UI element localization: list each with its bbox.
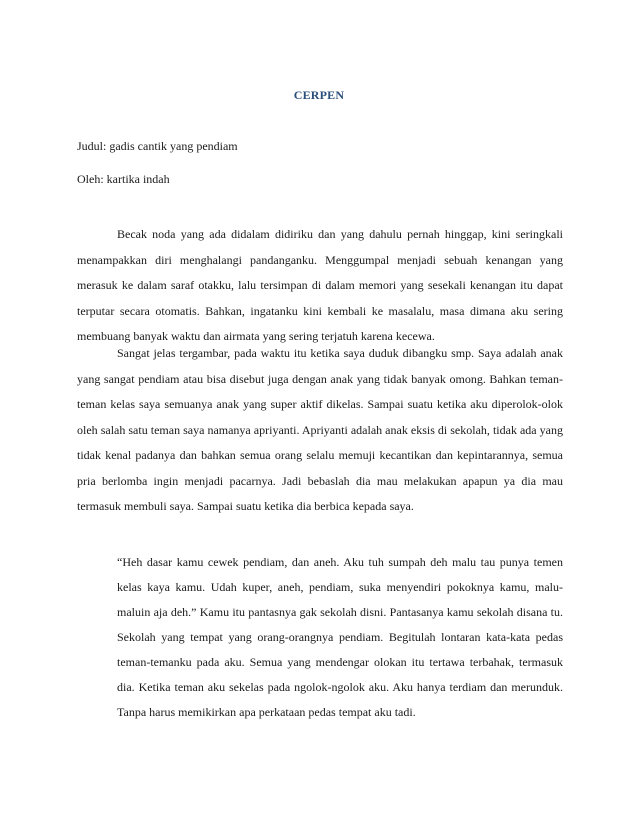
author-line: Oleh: kartika indah [77,172,170,186]
paragraph-2: Sangat jelas tergambar, pada waktu itu ketika saya duduk dibangku smp. Saya adalah anak yang sangat pendiam atau bisa disebut juga dengan anak yang tidak banyak omong. Bahkan teman-teman kelas saya semuanya anak yang super aktif dikelas. Sampai suatu ketika aku diperolok-olok oleh salah satu teman saya namanya apriyanti. Apriyanti adalah anak eksis di sekolah, tidak ada yang tidak kenal padanya dan bahkan semua orang selalu memuji kecantikan dan kepintarannya, semua pria berlomba ingin menjadi pacarnya. Jadi bebaslah dia mau melakukan apapun ya dia mau termasuk membuli saya. Sampai suatu ketika dia berbica kepada saya. [77,346,563,513]
story-title-line: Judul: gadis cantik yang pendiam [77,139,238,153]
paragraph-1: Becak noda yang ada didalam didiriku dan yang dahulu pernah hinggap, kini seringkali menampakkan diri menghalangi pandanganku. Menggumpal menjadi sebuah kenangan yang merasuk ke dalam saraf otakku, lalu tersimpan di dalam memori yang sesekali kenangan itu dapat terputar secara otomatis. Bahkan, ingatanku kini kembali ke masalalu, masa dimana aku sering membuang banyak waktu dan airmata yang sering terjatuh karena kecewa. [77,227,563,343]
quote-paragraph: “Heh dasar kamu cewek pendiam, dan aneh. Aku tuh sumpah deh malu tau punya temen kelas kaya kamu. Udah kuper, aneh, pendiam, suka menyendiri pokoknya kamu, malu-maluin aja deh.” Kamu itu pantasnya gak sekolah disni. Pantasanya kamu sekolah disana tu. Sekolah yang tempat yang orang-orangnya pendiam. Begitulah lontaran kata-kata pedas teman-temanku pada aku. Semua yang mendengar olokan itu tertawa terbahak, termasuk dia. Ketika teman aku sekelas pada ngolok-ngolok aku. Aku hanya terdiam dan merunduk. Tanpa harus memikirkan apa perkataan pedas tempat aku tadi. [117,555,563,719]
document-title: CERPEN [293,88,345,102]
